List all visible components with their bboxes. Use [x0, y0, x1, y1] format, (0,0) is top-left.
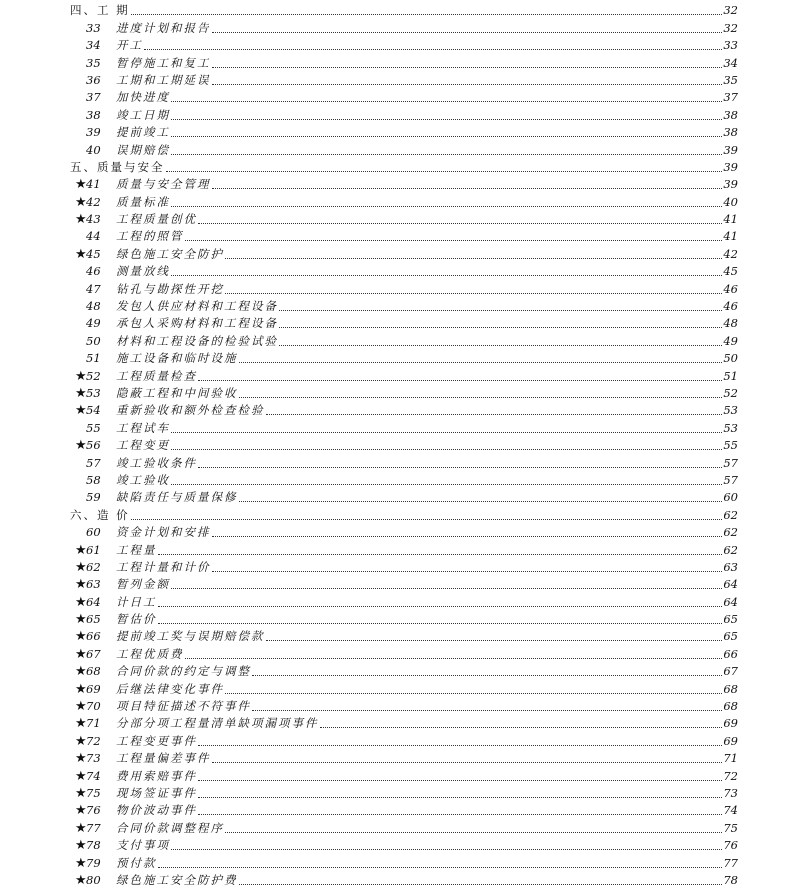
- toc-entry-title: 工程计量和计价: [116, 559, 211, 574]
- toc-entry-number: 73: [86, 751, 101, 766]
- dot-leader: [239, 362, 723, 363]
- dot-leader: [266, 414, 723, 415]
- star-icon: ★: [75, 438, 87, 454]
- toc-entry[interactable]: [70, 123, 738, 140]
- toc-entry[interactable]: [70, 644, 738, 661]
- toc-entry-title: 项目特征描述不符事件: [116, 699, 251, 714]
- dot-leader: [279, 310, 722, 311]
- toc-entry-number: 50: [86, 333, 101, 348]
- toc-entry-page: 41: [723, 212, 738, 227]
- toc-entry-title: 工程变更事件: [116, 733, 197, 748]
- toc-entry-number: 46: [86, 264, 101, 279]
- toc-entry[interactable]: [70, 784, 738, 801]
- star-icon: ★: [75, 403, 87, 419]
- toc-entry[interactable]: [70, 749, 738, 766]
- toc-entry-number: 60: [86, 525, 101, 540]
- toc-entry-title: 进度计划和报告: [116, 20, 211, 35]
- star-icon: ★: [75, 594, 87, 610]
- toc-entry-number: 40: [86, 142, 101, 157]
- toc-entry-title: 材料和工程设备的检验试验: [116, 333, 278, 348]
- toc-entry-title: 计日工: [116, 594, 157, 609]
- toc-entry-title: 重新验收和额外检查检验: [116, 403, 265, 418]
- dot-leader: [198, 467, 722, 468]
- toc-entry-title: 提前竣工奖与误期赔偿款: [116, 629, 265, 644]
- toc-entry-page: 49: [723, 333, 738, 348]
- toc-entry[interactable]: [70, 662, 738, 679]
- toc-entry-page: 68: [723, 699, 738, 714]
- star-icon: ★: [75, 872, 87, 888]
- dot-leader: [171, 588, 722, 589]
- star-icon: ★: [75, 612, 87, 628]
- toc-entry-page: 53: [723, 420, 738, 435]
- dot-leader: [225, 293, 722, 294]
- dot-leader: [212, 32, 723, 33]
- toc-entry-title: 绿色施工安全防护: [116, 246, 224, 261]
- dot-leader: [320, 727, 723, 728]
- star-icon: ★: [75, 629, 87, 645]
- toc-entry-number: 69: [86, 681, 101, 696]
- toc-entry-title: 暂估价: [116, 612, 157, 627]
- toc-entry-title: 误期赔偿: [116, 142, 170, 157]
- dot-leader: [198, 780, 722, 781]
- toc-entry-number: 74: [86, 768, 101, 783]
- toc-entry-number: 42: [86, 194, 101, 209]
- toc-entry-page: 64: [723, 577, 738, 592]
- star-icon: ★: [75, 385, 87, 401]
- dot-leader: [171, 154, 722, 155]
- dot-leader: [212, 188, 723, 189]
- toc-entry[interactable]: [70, 853, 738, 870]
- dot-leader: [212, 762, 723, 763]
- dot-leader: [171, 484, 722, 485]
- toc-entry-number: 72: [86, 733, 101, 748]
- toc-entry-title: 测量放线: [116, 264, 170, 279]
- toc-entry-number: 76: [86, 803, 101, 818]
- toc-entry-page: 50: [723, 351, 738, 366]
- toc-entry[interactable]: [70, 210, 738, 227]
- star-icon: ★: [75, 803, 87, 819]
- toc-entry-number: 45: [86, 246, 101, 261]
- dot-leader: [239, 397, 723, 398]
- toc-entry-page: 67: [723, 664, 738, 679]
- toc-entry[interactable]: [70, 575, 738, 592]
- toc-entry[interactable]: [70, 558, 738, 575]
- star-icon: ★: [75, 368, 87, 384]
- star-icon: ★: [75, 768, 87, 784]
- toc-entry[interactable]: [70, 384, 738, 401]
- toc-entry-page: 72: [723, 768, 738, 783]
- toc-entry-number: 56: [86, 438, 101, 453]
- toc-entry-title: 工程变更: [116, 438, 170, 453]
- toc-entry[interactable]: [70, 540, 738, 557]
- dot-leader: [158, 554, 723, 555]
- toc-entry-title: 资金计划和安排: [116, 525, 211, 540]
- dot-leader: [131, 519, 723, 520]
- toc-entry[interactable]: [70, 71, 738, 88]
- toc-entry-title: 合同价款的约定与调整: [116, 664, 251, 679]
- toc-entry-number: 53: [86, 385, 101, 400]
- star-icon: ★: [75, 559, 87, 575]
- toc-entry-title: 钻孔与勘探性开挖: [116, 281, 224, 296]
- toc-entry-page: 74: [723, 803, 738, 818]
- toc-entry-page: 62: [723, 525, 738, 540]
- toc-entry[interactable]: [70, 436, 738, 453]
- star-icon: ★: [75, 177, 87, 193]
- toc-entry-page: 68: [723, 681, 738, 696]
- toc-entry-title: 工程质量创优: [116, 212, 197, 227]
- toc-entry-page: 57: [723, 472, 738, 487]
- toc-entry-page: 65: [723, 612, 738, 627]
- toc-entry-title: 开工: [116, 38, 143, 53]
- toc-entry-title: 工程优质费: [116, 646, 184, 661]
- toc-entry-page: 75: [723, 820, 738, 835]
- toc-entry[interactable]: [70, 836, 738, 853]
- toc-entry-number: 54: [86, 403, 101, 418]
- toc-entry-title: 暂列金额: [116, 577, 170, 592]
- dot-leader: [212, 67, 723, 68]
- dot-leader: [198, 745, 722, 746]
- toc-entry-number: 61: [86, 542, 101, 557]
- toc-section-heading[interactable]: [70, 505, 738, 522]
- dot-leader: [185, 240, 723, 241]
- toc-entry-page: 32: [723, 20, 738, 35]
- toc-entry[interactable]: [70, 679, 738, 696]
- toc-entry-number: 48: [86, 299, 101, 314]
- toc-entry-number: 33: [86, 20, 101, 35]
- dot-leader: [131, 14, 723, 15]
- toc-entry-number: 37: [86, 90, 101, 105]
- star-icon: ★: [75, 194, 87, 210]
- toc-entry-number: 41: [86, 177, 101, 192]
- toc-entry-number: 51: [86, 351, 101, 366]
- toc-entry[interactable]: [70, 731, 738, 748]
- dot-leader: [171, 206, 722, 207]
- toc-entry-page: 46: [723, 281, 738, 296]
- star-icon: ★: [75, 751, 87, 767]
- star-icon: ★: [75, 699, 87, 715]
- toc-entry[interactable]: [70, 105, 738, 122]
- toc-entry-page: 65: [723, 629, 738, 644]
- toc-entry-number: 34: [86, 38, 101, 53]
- toc-entry[interactable]: [70, 801, 738, 818]
- dot-leader: [171, 101, 722, 102]
- toc-entry[interactable]: [70, 53, 738, 70]
- toc-entry-page: 37: [723, 90, 738, 105]
- toc-entry-page: 63: [723, 559, 738, 574]
- toc-entry-page: 40: [723, 194, 738, 209]
- toc-entry-page: 42: [723, 246, 738, 261]
- toc-entry[interactable]: [70, 331, 738, 348]
- toc-entry[interactable]: [70, 592, 738, 609]
- toc-entry-number: 77: [86, 820, 101, 835]
- toc-entry-number: 63: [86, 577, 101, 592]
- dot-leader: [239, 884, 723, 885]
- toc-entry[interactable]: [70, 349, 738, 366]
- toc-entry-number: 65: [86, 612, 101, 627]
- toc-entry-number: 66: [86, 629, 101, 644]
- toc-entry[interactable]: [70, 140, 738, 157]
- toc-entry-title: 暂停施工和复工: [116, 55, 211, 70]
- toc-entry-number: 49: [86, 316, 101, 331]
- star-icon: ★: [75, 664, 87, 680]
- star-icon: ★: [75, 820, 87, 836]
- toc-entry-number: 38: [86, 107, 101, 122]
- toc-entry-page: 69: [723, 716, 738, 731]
- toc-entry-title: 支付事项: [116, 838, 170, 853]
- toc-entry-title: 提前竣工: [116, 125, 170, 140]
- toc-section-heading[interactable]: [70, 1, 738, 18]
- dot-leader: [279, 345, 722, 346]
- toc-entry-title: 费用索赔事件: [116, 768, 197, 783]
- toc-entry-title: 竣工验收: [116, 472, 170, 487]
- toc-entry-page: 64: [723, 594, 738, 609]
- toc-entry-title: 工程试车: [116, 420, 170, 435]
- toc-entry[interactable]: [70, 227, 738, 244]
- toc-entry-page: 48: [723, 316, 738, 331]
- toc-entry[interactable]: [70, 488, 738, 505]
- toc-entry-page: 53: [723, 403, 738, 418]
- dot-leader: [158, 867, 723, 868]
- dot-leader: [212, 84, 723, 85]
- toc-section-label: 五、质量与安全: [70, 159, 165, 174]
- star-icon: ★: [75, 212, 87, 228]
- toc-entry-number: 80: [86, 872, 101, 887]
- toc-entry-number: 58: [86, 472, 101, 487]
- toc-entry-page: 41: [723, 229, 738, 244]
- dot-leader: [198, 380, 722, 381]
- toc-entry-number: 44: [86, 229, 101, 244]
- toc-entry-page: 39: [723, 142, 738, 157]
- toc-entry-title: 质量标准: [116, 194, 170, 209]
- dot-leader: [166, 171, 723, 172]
- star-icon: ★: [75, 681, 87, 697]
- toc-entry-number: 68: [86, 664, 101, 679]
- toc-entry[interactable]: [70, 523, 738, 540]
- toc-entry-number: 39: [86, 125, 101, 140]
- toc-entry[interactable]: [70, 818, 738, 835]
- dot-leader: [171, 432, 722, 433]
- dot-leader: [212, 571, 723, 572]
- toc-entry[interactable]: [70, 401, 738, 418]
- toc-section-page: 39: [723, 159, 738, 174]
- toc-entry-title: 工程的照管: [116, 229, 184, 244]
- toc-entry-number: 62: [86, 559, 101, 574]
- toc-entry-number: 70: [86, 699, 101, 714]
- dot-leader: [266, 640, 723, 641]
- toc-entry[interactable]: [70, 297, 738, 314]
- dot-leader: [171, 119, 722, 120]
- toc-entry[interactable]: [70, 627, 738, 644]
- dot-leader: [198, 814, 722, 815]
- toc-entry-title: 加快进度: [116, 90, 170, 105]
- toc-entry-page: 60: [723, 490, 738, 505]
- toc-entry-title: 发包人供应材料和工程设备: [116, 299, 278, 314]
- toc-entry-page: 39: [723, 177, 738, 192]
- toc-entry[interactable]: [70, 766, 738, 783]
- toc-entry-number: 35: [86, 55, 101, 70]
- dot-leader: [212, 536, 723, 537]
- star-icon: ★: [75, 716, 87, 732]
- toc-entry-title: 隐蔽工程和中间验收: [116, 385, 238, 400]
- star-icon: ★: [75, 646, 87, 662]
- dot-leader: [144, 49, 722, 50]
- toc-entry[interactable]: [70, 471, 738, 488]
- toc-entry[interactable]: [70, 88, 738, 105]
- toc-entry-page: 69: [723, 733, 738, 748]
- toc-entry-number: 43: [86, 212, 101, 227]
- toc-entry-title: 缺陷责任与质量保修: [116, 490, 238, 505]
- star-icon: ★: [75, 838, 87, 854]
- toc-entry[interactable]: [70, 262, 738, 279]
- toc-entry-title: 工程质量检查: [116, 368, 197, 383]
- toc-entry[interactable]: [70, 453, 738, 470]
- toc-entry-page: 73: [723, 785, 738, 800]
- toc-entry-page: 45: [723, 264, 738, 279]
- toc-section-label: 六、造 价: [70, 507, 130, 522]
- dot-leader: [158, 606, 723, 607]
- toc-entry-page: 77: [723, 855, 738, 870]
- toc-entry[interactable]: [70, 714, 738, 731]
- dot-leader: [171, 136, 722, 137]
- toc-entry-title: 预付款: [116, 855, 157, 870]
- star-icon: ★: [75, 855, 87, 871]
- dot-leader: [198, 797, 722, 798]
- star-icon: ★: [75, 542, 87, 558]
- toc-entry-number: 55: [86, 420, 101, 435]
- toc-entry-number: 57: [86, 455, 101, 470]
- toc-entry[interactable]: [70, 36, 738, 53]
- toc-entry[interactable]: [70, 279, 738, 296]
- dot-leader: [225, 258, 722, 259]
- toc-entry-number: 71: [86, 716, 101, 731]
- star-icon: ★: [75, 577, 87, 593]
- toc-section-label: 四、工 期: [70, 3, 130, 18]
- toc-entry[interactable]: [70, 192, 738, 209]
- toc-entry-page: 55: [723, 438, 738, 453]
- dot-leader: [225, 832, 722, 833]
- toc-entry[interactable]: [70, 610, 738, 627]
- toc-entry-page: 57: [723, 455, 738, 470]
- toc-entry-title: 工程量偏差事件: [116, 751, 211, 766]
- toc-section-page: 62: [723, 507, 738, 522]
- toc-entry[interactable]: [70, 697, 738, 714]
- toc-entry-number: 64: [86, 594, 101, 609]
- toc-entry[interactable]: [70, 871, 738, 888]
- toc-entry-title: 质量与安全管理: [116, 177, 211, 192]
- toc-entry-number: 79: [86, 855, 101, 870]
- toc-entry-title: 合同价款调整程序: [116, 820, 224, 835]
- toc-entry-title: 承包人采购材料和工程设备: [116, 316, 278, 331]
- dot-leader: [225, 693, 722, 694]
- toc-entry-page: 62: [723, 542, 738, 557]
- toc-entry-title: 物价波动事件: [116, 803, 197, 818]
- toc-entry-page: 34: [723, 55, 738, 70]
- toc-entry-title: 分部分项工程量清单缺项漏项事件: [116, 716, 319, 731]
- table-of-contents: [70, 1, 738, 888]
- toc-entry-page: 66: [723, 646, 738, 661]
- dot-leader: [252, 710, 722, 711]
- toc-entry[interactable]: [70, 244, 738, 261]
- toc-entry-title: 现场签证事件: [116, 785, 197, 800]
- toc-entry[interactable]: [70, 418, 738, 435]
- toc-entry-number: 36: [86, 72, 101, 87]
- toc-entry-number: 59: [86, 490, 101, 505]
- toc-entry[interactable]: [70, 314, 738, 331]
- dot-leader: [171, 275, 722, 276]
- dot-leader: [158, 623, 723, 624]
- toc-entry-number: 78: [86, 838, 101, 853]
- toc-entry-page: 51: [723, 368, 738, 383]
- star-icon: ★: [75, 785, 87, 801]
- toc-entry-page: 78: [723, 872, 738, 887]
- toc-entry-page: 46: [723, 299, 738, 314]
- toc-entry-title: 工程量: [116, 542, 157, 557]
- toc-entry[interactable]: [70, 175, 738, 192]
- toc-entry-title: 施工设备和临时设施: [116, 351, 238, 366]
- toc-entry-title: 竣工日期: [116, 107, 170, 122]
- toc-entry-page: 38: [723, 125, 738, 140]
- toc-entry-number: 67: [86, 646, 101, 661]
- dot-leader: [185, 658, 723, 659]
- toc-entry-title: 后继法律变化事件: [116, 681, 224, 696]
- toc-section-heading[interactable]: [70, 158, 738, 175]
- dot-leader: [279, 327, 722, 328]
- toc-entry-page: 35: [723, 72, 738, 87]
- dot-leader: [239, 501, 723, 502]
- star-icon: ★: [75, 246, 87, 262]
- toc-entry-number: 75: [86, 785, 101, 800]
- toc-entry-page: 33: [723, 38, 738, 53]
- dot-leader: [252, 675, 722, 676]
- toc-entry-page: 71: [723, 751, 738, 766]
- toc-entry-number: 47: [86, 281, 101, 296]
- dot-leader: [171, 849, 722, 850]
- toc-entry[interactable]: [70, 18, 738, 35]
- toc-entry-page: 38: [723, 107, 738, 122]
- toc-entry-page: 52: [723, 385, 738, 400]
- toc-entry-page: 76: [723, 838, 738, 853]
- star-icon: ★: [75, 733, 87, 749]
- dot-leader: [198, 223, 722, 224]
- toc-entry-number: 52: [86, 368, 101, 383]
- toc-entry-title: 绿色施工安全防护费: [116, 872, 238, 887]
- toc-entry-title: 工期和工期延误: [116, 72, 211, 87]
- toc-entry-title: 竣工验收条件: [116, 455, 197, 470]
- toc-section-page: 32: [723, 3, 738, 18]
- toc-entry[interactable]: [70, 366, 738, 383]
- dot-leader: [171, 449, 722, 450]
